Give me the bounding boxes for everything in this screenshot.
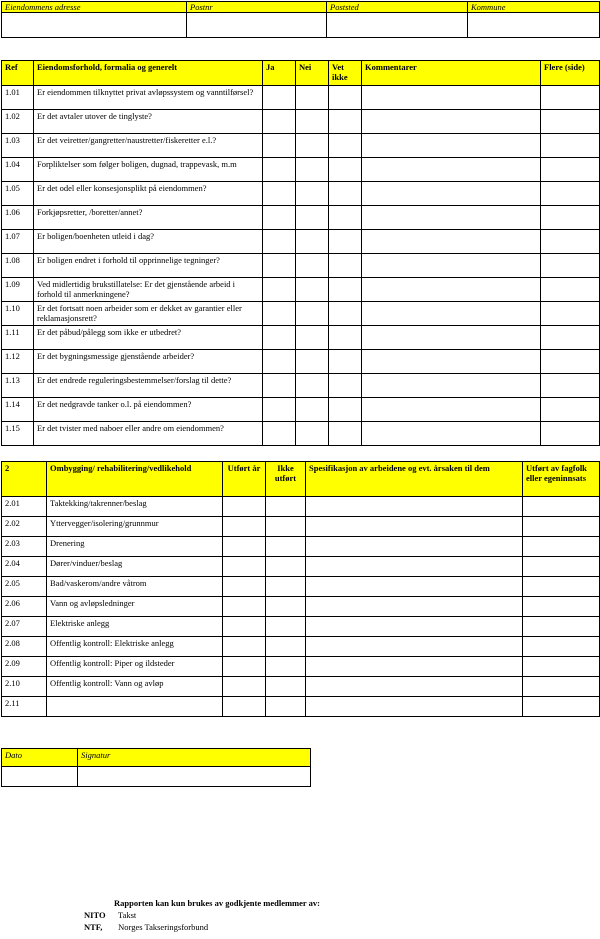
- section1-title: Eiendomsforhold, formalia og generelt: [34, 61, 263, 86]
- kommentar-cell[interactable]: [362, 134, 541, 158]
- ikke-utfort-header: Ikke utført: [266, 462, 306, 497]
- row-question: Er det fortsatt noen arbeider som er dekket av garantier eller reklamasjonsrett?: [34, 302, 263, 326]
- spesifikasjon-cell[interactable]: [306, 597, 523, 617]
- row-question: Er det veiretter/gangretter/naustretter/fiskeretter e.l.?: [34, 134, 263, 158]
- row-question: Er det odel eller konsesjonsplikt på eiendommen?: [34, 182, 263, 206]
- row-ref: 2.04: [2, 557, 47, 577]
- row-question: Er eiendommen tilknyttet privat avløpssystem og vanntilførsel?: [34, 86, 263, 110]
- utfort-av-cell[interactable]: [523, 697, 600, 717]
- spesifikasjon-cell[interactable]: [306, 657, 523, 677]
- table-row: [2, 537, 600, 557]
- ja-cell[interactable]: [263, 278, 296, 302]
- ja-cell[interactable]: [263, 398, 296, 422]
- nei-cell[interactable]: [296, 254, 329, 278]
- ja-cell[interactable]: [263, 110, 296, 134]
- section2-number: 2: [2, 462, 47, 497]
- kommentar-cell[interactable]: [362, 182, 541, 206]
- nei-cell[interactable]: [296, 206, 329, 230]
- vet-ikke-cell[interactable]: [329, 182, 362, 206]
- ikke-utfort-cell[interactable]: [266, 617, 306, 637]
- row-ref: 2.10: [2, 677, 47, 697]
- row-question: Er boligen/boenheten utleid i dag?: [34, 230, 263, 254]
- table-row: [2, 497, 600, 517]
- row-question: Er det tvister med naboer eller andre om eiendommen?: [34, 422, 263, 446]
- table-row: [2, 597, 600, 617]
- ja-cell[interactable]: [263, 350, 296, 374]
- utfort-ar-cell[interactable]: [223, 697, 266, 717]
- kommentar-cell[interactable]: [362, 278, 541, 302]
- kommentar-cell[interactable]: [362, 398, 541, 422]
- row-question: Er det avtaler utover de tinglyste?: [34, 110, 263, 134]
- table-row: [2, 374, 600, 398]
- kommentar-cell[interactable]: [362, 374, 541, 398]
- spesifikasjon-cell[interactable]: [306, 537, 523, 557]
- kommune-header: Kommune: [468, 2, 600, 13]
- nei-cell[interactable]: [296, 398, 329, 422]
- kommentar-cell[interactable]: [362, 206, 541, 230]
- table-row: [2, 637, 600, 657]
- flere-cell[interactable]: [541, 398, 600, 422]
- table-row: [2, 206, 600, 230]
- table-row: [2, 86, 600, 110]
- row-question: Er det bygningsmessige gjenstående arbeider?: [34, 350, 263, 374]
- postnr-field[interactable]: [187, 13, 327, 38]
- dato-header: Dato: [2, 749, 78, 767]
- section2-header-row: [2, 462, 600, 497]
- org-name: Takst: [117, 910, 137, 920]
- section2-title: Ombygging/ rehabilitering/vedlikehold: [47, 462, 223, 497]
- kommentar-cell[interactable]: [362, 158, 541, 182]
- flere-cell[interactable]: [541, 230, 600, 254]
- spesifikasjon-cell[interactable]: [306, 637, 523, 657]
- table-row: [2, 326, 600, 350]
- row-ref: 2.11: [2, 697, 47, 717]
- kommentar-cell[interactable]: [362, 422, 541, 446]
- flere-cell[interactable]: [541, 374, 600, 398]
- utfort-ar-cell[interactable]: [223, 497, 266, 517]
- ikke-utfort-cell[interactable]: [266, 637, 306, 657]
- table-row: [2, 517, 600, 537]
- utfort-av-header: Utført av fagfolk eller egeninnsats: [523, 462, 600, 497]
- signature-header-row: [2, 749, 311, 767]
- spesifikasjon-cell[interactable]: [306, 517, 523, 537]
- table-row: [2, 422, 600, 446]
- nei-cell[interactable]: [296, 350, 329, 374]
- vet-ikke-cell[interactable]: [329, 254, 362, 278]
- table-row: [2, 398, 600, 422]
- ja-cell[interactable]: [263, 86, 296, 110]
- nei-header: Nei: [296, 61, 329, 86]
- flere-cell[interactable]: [541, 86, 600, 110]
- vet-ikke-cell[interactable]: [329, 206, 362, 230]
- ikke-utfort-cell[interactable]: [266, 657, 306, 677]
- vet-ikke-header: Vet ikke: [329, 61, 362, 86]
- nei-cell[interactable]: [296, 302, 329, 326]
- row-ref: 1.06: [2, 206, 34, 230]
- row-question: Offentlig kontroll: Elektriske anlegg: [47, 637, 223, 657]
- ref-header: Ref: [2, 61, 34, 86]
- row-question: Er det nedgravde tanker o.l. på eiendommen?: [34, 398, 263, 422]
- row-ref: 1.15: [2, 422, 34, 446]
- row-question: Forkjøpsretter, /boretter/annet?: [34, 206, 263, 230]
- ja-cell[interactable]: [263, 206, 296, 230]
- row-ref: 1.09: [2, 278, 34, 302]
- section1-table: [1, 60, 600, 446]
- nei-cell[interactable]: [296, 278, 329, 302]
- spesifikasjon-cell[interactable]: [306, 697, 523, 717]
- ja-cell[interactable]: [263, 230, 296, 254]
- kommentar-cell[interactable]: [362, 350, 541, 374]
- spesifikasjon-cell[interactable]: [306, 497, 523, 517]
- org-abbr: NTF,: [84, 922, 103, 932]
- table-row: [2, 557, 600, 577]
- flere-cell[interactable]: [541, 206, 600, 230]
- kommentar-cell[interactable]: [362, 86, 541, 110]
- table-row: [2, 134, 600, 158]
- vet-ikke-cell[interactable]: [329, 86, 362, 110]
- row-question: Taktekking/takrenner/beslag: [47, 497, 223, 517]
- row-question: Er boligen endret i forhold til opprinnelige tegninger?: [34, 254, 263, 278]
- kommentarer-header: Kommentarer: [362, 61, 541, 86]
- org-abbr: NITO: [84, 910, 106, 920]
- row-ref: 1.14: [2, 398, 34, 422]
- utfort-ar-cell[interactable]: [223, 537, 266, 557]
- nei-cell[interactable]: [296, 110, 329, 134]
- spesifikasjon-cell[interactable]: [306, 577, 523, 597]
- row-question: [47, 697, 223, 717]
- vet-ikke-cell[interactable]: [329, 158, 362, 182]
- nei-cell[interactable]: [296, 422, 329, 446]
- row-ref: 1.03: [2, 134, 34, 158]
- nei-cell[interactable]: [296, 158, 329, 182]
- row-question: Forpliktelser som følger boligen, dugnad, trappevask, m.m: [34, 158, 263, 182]
- flere-cell[interactable]: [541, 278, 600, 302]
- flere-cell[interactable]: [541, 134, 600, 158]
- ja-cell[interactable]: [263, 326, 296, 350]
- row-ref: 1.12: [2, 350, 34, 374]
- row-ref: 2.06: [2, 597, 47, 617]
- address-header: Eiendommens adresse: [2, 2, 187, 13]
- row-question: Er det påbud/pålegg som ikke er utbedret?: [34, 326, 263, 350]
- row-ref: 1.10: [2, 302, 34, 326]
- flere-cell[interactable]: [541, 350, 600, 374]
- utfort-ar-cell[interactable]: [223, 557, 266, 577]
- ja-header: Ja: [263, 61, 296, 86]
- flere-cell[interactable]: [541, 182, 600, 206]
- row-ref: 1.01: [2, 86, 34, 110]
- row-ref: 2.01: [2, 497, 47, 517]
- table-row: [2, 230, 600, 254]
- table-row: [2, 697, 600, 717]
- ikke-utfort-cell[interactable]: [266, 517, 306, 537]
- flere-cell[interactable]: [541, 254, 600, 278]
- nei-cell[interactable]: [296, 182, 329, 206]
- vet-ikke-cell[interactable]: [329, 422, 362, 446]
- row-question: Yttervegger/isolering/grunnmur: [47, 517, 223, 537]
- ja-cell[interactable]: [263, 422, 296, 446]
- footer-org-nito: [84, 909, 320, 921]
- nei-cell[interactable]: [296, 374, 329, 398]
- table-row: [2, 254, 600, 278]
- signatur-header: Signatur: [78, 749, 311, 767]
- flere-cell[interactable]: [541, 158, 600, 182]
- utfort-ar-header: Utført år: [223, 462, 266, 497]
- nei-cell[interactable]: [296, 134, 329, 158]
- table-row: [2, 577, 600, 597]
- signature-table: [1, 748, 311, 787]
- utfort-ar-cell[interactable]: [223, 657, 266, 677]
- row-ref: 2.07: [2, 617, 47, 637]
- address-field[interactable]: [2, 13, 187, 38]
- utfort-ar-cell[interactable]: [223, 617, 266, 637]
- nei-cell[interactable]: [296, 230, 329, 254]
- table-row: [2, 350, 600, 374]
- vet-ikke-cell[interactable]: [329, 302, 362, 326]
- flere-cell[interactable]: [541, 422, 600, 446]
- spesifikasjon-cell[interactable]: [306, 557, 523, 577]
- kommune-field[interactable]: [468, 13, 600, 38]
- row-question: Bad/vaskerom/andre våtrom: [47, 577, 223, 597]
- ja-cell[interactable]: [263, 254, 296, 278]
- table-row: [2, 182, 600, 206]
- property-header-row: [2, 2, 600, 13]
- row-ref: 2.02: [2, 517, 47, 537]
- nei-cell[interactable]: [296, 326, 329, 350]
- utfort-ar-cell[interactable]: [223, 517, 266, 537]
- row-question: Vann og avløpsledninger: [47, 597, 223, 617]
- row-ref: 2.08: [2, 637, 47, 657]
- vet-ikke-cell[interactable]: [329, 278, 362, 302]
- table-row: [2, 617, 600, 637]
- table-row: [2, 158, 600, 182]
- row-ref: 2.05: [2, 577, 47, 597]
- row-ref: 1.05: [2, 182, 34, 206]
- footer-title: Rapporten kan kun brukes av godkjente medlemmer av:: [114, 898, 320, 908]
- kommentar-cell[interactable]: [362, 302, 541, 326]
- ikke-utfort-cell[interactable]: [266, 537, 306, 557]
- signature-input-row: [2, 767, 311, 787]
- poststed-field[interactable]: [327, 13, 468, 38]
- row-question: Drenering: [47, 537, 223, 557]
- postnr-header: Postnr: [187, 2, 327, 13]
- spesifikasjon-header: Spesifikasjon av arbeidene og evt. årsaken til dem: [306, 462, 523, 497]
- vet-ikke-cell[interactable]: [329, 134, 362, 158]
- dato-field[interactable]: [2, 767, 78, 787]
- kommentar-cell[interactable]: [362, 230, 541, 254]
- ja-cell[interactable]: [263, 182, 296, 206]
- utfort-ar-cell[interactable]: [223, 637, 266, 657]
- ja-cell[interactable]: [263, 134, 296, 158]
- ja-cell[interactable]: [263, 302, 296, 326]
- table-row: [2, 657, 600, 677]
- row-ref: 1.08: [2, 254, 34, 278]
- vet-ikke-cell[interactable]: [329, 110, 362, 134]
- table-row: [2, 110, 600, 134]
- vet-ikke-cell[interactable]: [329, 350, 362, 374]
- flere-cell[interactable]: [541, 302, 600, 326]
- row-ref: 2.03: [2, 537, 47, 557]
- vet-ikke-cell[interactable]: [329, 374, 362, 398]
- utfort-av-cell[interactable]: [523, 517, 600, 537]
- vet-ikke-cell[interactable]: [329, 230, 362, 254]
- utfort-ar-cell[interactable]: [223, 597, 266, 617]
- row-ref: 1.11: [2, 326, 34, 350]
- row-question: Ved midlertidig brukstillatelse: Er det gjenstående arbeid i forhold til anmerkningene?: [34, 278, 263, 302]
- utfort-av-cell[interactable]: [523, 497, 600, 517]
- table-row: [2, 677, 600, 697]
- footer: [84, 897, 320, 933]
- row-question: Offentlig kontroll: Piper og ildsteder: [47, 657, 223, 677]
- section1-header-row: [2, 61, 600, 86]
- ikke-utfort-cell[interactable]: [266, 697, 306, 717]
- row-question: Er det endrede reguleringsbestemmelser/forslag til dette?: [34, 374, 263, 398]
- row-ref: 1.02: [2, 110, 34, 134]
- row-question: Elektriske anlegg: [47, 617, 223, 637]
- spesifikasjon-cell[interactable]: [306, 677, 523, 697]
- ja-cell[interactable]: [263, 158, 296, 182]
- kommentar-cell[interactable]: [362, 254, 541, 278]
- spesifikasjon-cell[interactable]: [306, 617, 523, 637]
- table-row: [2, 278, 600, 302]
- utfort-av-cell[interactable]: [523, 577, 600, 597]
- ikke-utfort-cell[interactable]: [266, 597, 306, 617]
- row-ref: 1.13: [2, 374, 34, 398]
- utfort-av-cell[interactable]: [523, 637, 600, 657]
- vet-ikke-cell[interactable]: [329, 326, 362, 350]
- flere-cell[interactable]: [541, 110, 600, 134]
- ikke-utfort-cell[interactable]: [266, 497, 306, 517]
- utfort-ar-cell[interactable]: [223, 577, 266, 597]
- ja-cell[interactable]: [263, 374, 296, 398]
- nei-cell[interactable]: [296, 86, 329, 110]
- utfort-ar-cell[interactable]: [223, 677, 266, 697]
- property-input-row: [2, 13, 600, 38]
- poststed-header: Poststed: [327, 2, 468, 13]
- row-question: Offentlig kontroll: Vann og avløp: [47, 677, 223, 697]
- row-ref: 1.07: [2, 230, 34, 254]
- table-row: [2, 302, 600, 326]
- kommentar-cell[interactable]: [362, 110, 541, 134]
- flere-cell[interactable]: [541, 326, 600, 350]
- row-question: Dører/vinduer/beslag: [47, 557, 223, 577]
- row-ref: 2.09: [2, 657, 47, 677]
- flere-header: Flere (side): [541, 61, 600, 86]
- ikke-utfort-cell[interactable]: [266, 677, 306, 697]
- ikke-utfort-cell[interactable]: [266, 557, 306, 577]
- section2-table: [1, 461, 600, 717]
- utfort-av-cell[interactable]: [523, 677, 600, 697]
- row-ref: 1.04: [2, 158, 34, 182]
- property-table: [1, 1, 600, 38]
- footer-org-ntf: [84, 921, 320, 933]
- utfort-av-cell[interactable]: [523, 657, 600, 677]
- utfort-av-cell[interactable]: [523, 597, 600, 617]
- vet-ikke-cell[interactable]: [329, 398, 362, 422]
- utfort-av-cell[interactable]: [523, 617, 600, 637]
- ikke-utfort-cell[interactable]: [266, 577, 306, 597]
- signatur-field[interactable]: [78, 767, 311, 787]
- org-name: Norges Takseringsforbund: [118, 922, 209, 932]
- utfort-av-cell[interactable]: [523, 537, 600, 557]
- utfort-av-cell[interactable]: [523, 557, 600, 577]
- kommentar-cell[interactable]: [362, 326, 541, 350]
